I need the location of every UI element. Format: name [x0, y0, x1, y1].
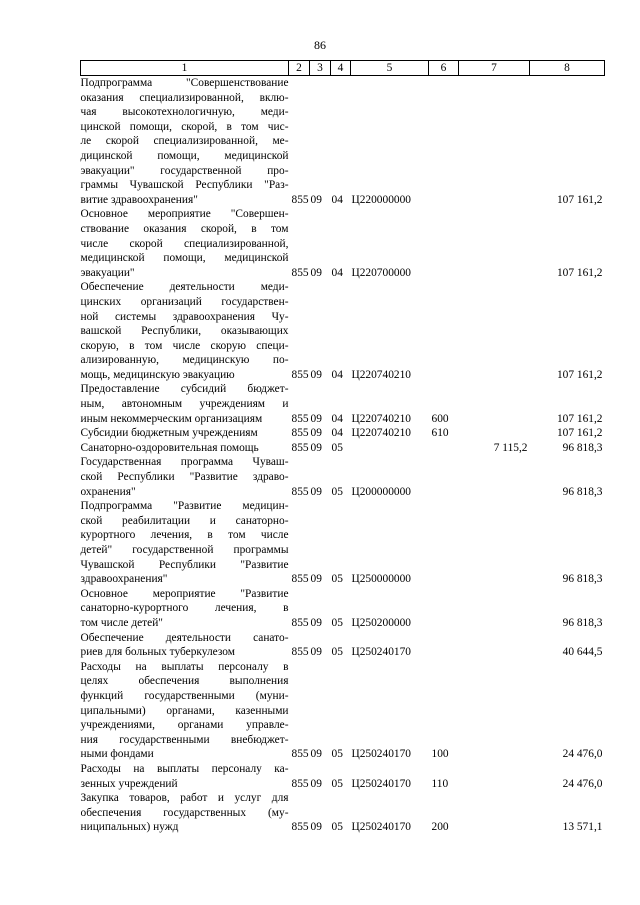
- expense-type-cell: [429, 441, 459, 456]
- expense-type-cell: 610: [431, 427, 449, 440]
- row-description: [81, 76, 289, 208]
- table-row: [81, 426, 605, 441]
- description-line: охранения": [80, 485, 136, 498]
- admin-code-cell: 855: [291, 193, 309, 206]
- admin-code-cell: 855: [291, 441, 309, 454]
- column-7-value: [459, 455, 530, 499]
- description-line: риев для больных туберкулезом: [80, 646, 235, 659]
- table-row: [81, 382, 605, 426]
- amount-cell: 107 161,2: [556, 266, 603, 279]
- column-7-value: [459, 762, 530, 791]
- description-line: Расходы на выплаты персоналу ка-: [80, 762, 289, 775]
- subsection-cell: 05: [331, 646, 343, 659]
- header-row: [81, 61, 605, 76]
- subsection-cell: 05: [331, 573, 343, 586]
- amount-cell: 96 818,3: [562, 616, 603, 629]
- description-line: целях обеспечения выполнения: [80, 675, 289, 688]
- row-description: [81, 382, 289, 426]
- amount-cell: 96 818,3: [562, 441, 603, 454]
- description-line: ным, автономным учреждениям и: [80, 398, 289, 411]
- description-line: ниципальных) нужд: [80, 821, 179, 834]
- header-col-6: 6: [429, 61, 459, 76]
- amount-cell: 107 161,2: [556, 193, 603, 206]
- section-cell: 09: [310, 266, 322, 279]
- target-article-cell: [351, 441, 429, 456]
- row-description: [81, 207, 289, 280]
- table-row: [81, 76, 605, 208]
- description-line: ципальными) органами, казенными: [80, 704, 289, 717]
- row-description: [81, 455, 289, 499]
- admin-code-cell: 855: [291, 646, 309, 659]
- admin-code-cell: 855: [291, 427, 309, 440]
- target-article-cell: Ц250000000: [351, 573, 411, 586]
- header-col-5: 5: [351, 61, 429, 76]
- description-line: оказания специализированной, вклю-: [80, 91, 289, 104]
- section-cell: 09: [310, 573, 322, 586]
- column-7-value: [459, 791, 530, 835]
- description-line: детей" государственной программы: [80, 544, 289, 556]
- target-article-cell: Ц220700000: [351, 266, 411, 279]
- subsection-cell: 05: [331, 441, 343, 454]
- expense-type-cell: 600: [431, 412, 449, 425]
- expense-type-cell: 110: [431, 777, 449, 790]
- description-line: курортного лечения, в том числе: [80, 529, 289, 542]
- description-line: ской реабилитации и санаторно-: [80, 514, 289, 527]
- subsection-cell: 05: [331, 485, 343, 498]
- expense-type-cell: [429, 76, 459, 208]
- table-row: [81, 455, 605, 499]
- table-row: [81, 441, 605, 456]
- admin-code-cell: 855: [291, 748, 309, 761]
- budget-table: [80, 60, 605, 835]
- section-cell: 09: [310, 193, 322, 206]
- expense-type-cell: [429, 587, 459, 631]
- subsection-cell: 04: [331, 193, 343, 206]
- expense-type-cell: [429, 207, 459, 280]
- target-article-cell: Ц250240170: [351, 821, 411, 834]
- description-line: учреждениями, органами управле-: [80, 719, 289, 732]
- section-cell: 09: [310, 427, 322, 440]
- description-line: Подпрограмма "Развитие медицин-: [80, 500, 289, 513]
- section-cell: 09: [310, 777, 322, 790]
- description-line: эвакуации" государственной про-: [80, 164, 289, 177]
- description-line: цинских организаций государствен-: [80, 295, 289, 308]
- target-article-cell: Ц220740210: [351, 427, 411, 440]
- description-line: здравоохранения": [80, 573, 168, 586]
- expense-type-cell: 100: [431, 748, 449, 761]
- expense-type-cell: [429, 455, 459, 499]
- section-cell: 09: [310, 368, 322, 381]
- section-cell: 09: [310, 441, 322, 454]
- description-line: граммы Чувашской Республики "Раз-: [80, 179, 289, 192]
- header-col-3: 3: [310, 61, 331, 76]
- description-line: цинской помощи, скорой, в том чис-: [80, 120, 289, 133]
- description-line: ными фондами: [80, 748, 154, 761]
- description-line: Предоставление субсидий бюджет-: [80, 383, 289, 396]
- description-line: ской Республики "Развитие здраво-: [80, 471, 289, 484]
- admin-code-cell: 855: [291, 485, 309, 498]
- table-row: [81, 207, 605, 280]
- row-description: [81, 587, 289, 631]
- description-line: числе скорой специализированной,: [80, 237, 289, 250]
- description-line: ализированную, медицинскую по-: [80, 354, 289, 367]
- description-line: эвакуации": [80, 266, 135, 279]
- description-line: медицинской помощи, медицинской: [80, 252, 289, 265]
- column-7-value: [459, 280, 530, 382]
- amount-cell: 96 818,3: [562, 485, 603, 498]
- row-description: [81, 631, 289, 660]
- section-cell: 09: [310, 616, 322, 629]
- admin-code-cell: 855: [291, 777, 309, 790]
- column-7-value: [459, 660, 530, 762]
- row-description: [81, 762, 289, 791]
- target-article-cell: Ц220740210: [351, 368, 411, 381]
- table-row: [81, 587, 605, 631]
- description-line: чая высокотехнологичную, меди-: [80, 106, 289, 119]
- subsection-cell: 04: [331, 427, 343, 440]
- subsection-cell: 04: [331, 412, 343, 425]
- page-number: 86: [314, 38, 326, 52]
- section-cell: 09: [310, 485, 322, 498]
- section-cell: 09: [310, 821, 322, 834]
- admin-code-cell: 855: [291, 573, 309, 586]
- amount-cell: 107 161,2: [556, 412, 603, 425]
- subsection-cell: 04: [331, 266, 343, 279]
- admin-code-cell: 855: [291, 368, 309, 381]
- column-7-value: [459, 76, 530, 208]
- amount-cell: 107 161,2: [556, 368, 603, 381]
- description-line: функций государственными (муни-: [80, 689, 289, 702]
- section-cell: 09: [310, 412, 322, 425]
- subsection-cell: 04: [331, 368, 343, 381]
- amount-cell: 24 476,0: [562, 748, 603, 761]
- target-article-cell: Ц200000000: [351, 485, 411, 498]
- row-description: [81, 791, 289, 835]
- description-line: Расходы на выплаты персоналу в: [80, 660, 289, 673]
- description-line: Обеспечение деятельности санато-: [80, 631, 289, 644]
- admin-code-cell: 855: [291, 616, 309, 629]
- description-line: зенных учреждений: [80, 777, 178, 790]
- description-line: ной системы здравоохранения Чу-: [80, 310, 289, 323]
- amount-cell: 40 644,5: [562, 646, 603, 659]
- description-line: Закупка товаров, работ и услуг для: [80, 792, 289, 805]
- column-7-value: 7 115,2: [493, 441, 528, 454]
- amount-cell: 107 161,2: [556, 427, 603, 440]
- row-description: [81, 426, 289, 441]
- table-header: [81, 61, 605, 76]
- target-article-cell: Ц220000000: [351, 193, 411, 206]
- description-line: мощь, медицинскую эвакуацию: [80, 368, 235, 381]
- description-line: Санаторно-оздоровительная помощь: [80, 441, 259, 454]
- table-body: [81, 76, 605, 835]
- subsection-cell: 05: [331, 821, 343, 834]
- row-description: [81, 441, 289, 456]
- target-article-cell: Ц220740210: [351, 412, 411, 425]
- description-line: витие здравоохранения": [80, 193, 198, 206]
- section-cell: 09: [310, 748, 322, 761]
- table-row: [81, 280, 605, 382]
- description-line: Основное мероприятие "Совершен-: [80, 208, 289, 221]
- column-7-value: [459, 499, 530, 587]
- expense-type-cell: 200: [431, 821, 449, 834]
- description-line: Чувашской Республики "Развитие: [80, 558, 289, 571]
- header-col-4: 4: [331, 61, 351, 76]
- admin-code-cell: 855: [291, 821, 309, 834]
- amount-cell: 24 476,0: [562, 777, 603, 790]
- description-line: Обеспечение деятельности меди-: [80, 281, 289, 294]
- amount-cell: 13 571,1: [562, 821, 603, 834]
- description-line: ния государственными внебюджет-: [80, 733, 289, 746]
- description-line: ствование оказания скорой, в том: [80, 222, 289, 235]
- description-line: санаторно-курортного лечения, в: [80, 602, 289, 615]
- column-7-value: [459, 382, 530, 426]
- admin-code-cell: 855: [291, 412, 309, 425]
- amount-cell: 96 818,3: [562, 573, 603, 586]
- subsection-cell: 05: [331, 777, 343, 790]
- expense-type-cell: [429, 499, 459, 587]
- description-line: Субсидии бюджетным учреждениям: [80, 427, 258, 440]
- description-line: Основное мероприятие "Развитие: [80, 587, 289, 600]
- table-row: [81, 499, 605, 587]
- description-line: дицинской помощи, медицинской: [80, 149, 289, 162]
- column-7-value: [459, 207, 530, 280]
- description-line: иным некоммерческим организациям: [80, 412, 263, 425]
- expense-type-cell: [429, 631, 459, 660]
- target-article-cell: Ц250240170: [351, 646, 411, 659]
- description-line: Государственная программа Чуваш-: [80, 456, 289, 469]
- target-article-cell: Ц250200000: [351, 616, 411, 629]
- column-7-value: [459, 631, 530, 660]
- admin-code-cell: 855: [291, 266, 309, 279]
- column-7-value: [459, 587, 530, 631]
- description-line: вашской Республики, оказывающих: [80, 325, 289, 338]
- target-article-cell: Ц250240170: [351, 777, 411, 790]
- table-row: [81, 791, 605, 835]
- row-description: [81, 280, 289, 382]
- row-description: [81, 660, 289, 762]
- description-line: Подпрограмма "Совершенствование: [80, 77, 289, 89]
- section-cell: 09: [310, 646, 322, 659]
- description-line: ле скорой специализированной, ме-: [80, 135, 289, 148]
- header-col-7: 7: [459, 61, 530, 76]
- row-description: [81, 499, 289, 587]
- header-col-1: 1: [81, 61, 289, 76]
- description-line: скорую, в том числе скорую специ-: [80, 339, 289, 352]
- subsection-cell: 05: [331, 616, 343, 629]
- table-row: [81, 762, 605, 791]
- header-col-8: 8: [530, 61, 605, 76]
- subsection-cell: 05: [331, 748, 343, 761]
- expense-type-cell: [429, 280, 459, 382]
- description-line: том числе детей": [80, 616, 163, 629]
- column-7-value: [459, 426, 530, 441]
- target-article-cell: Ц250240170: [351, 748, 411, 761]
- description-line: обеспечения государственных (му-: [80, 806, 289, 819]
- table-row: [81, 660, 605, 762]
- header-col-2: 2: [289, 61, 310, 76]
- table-row: [81, 631, 605, 660]
